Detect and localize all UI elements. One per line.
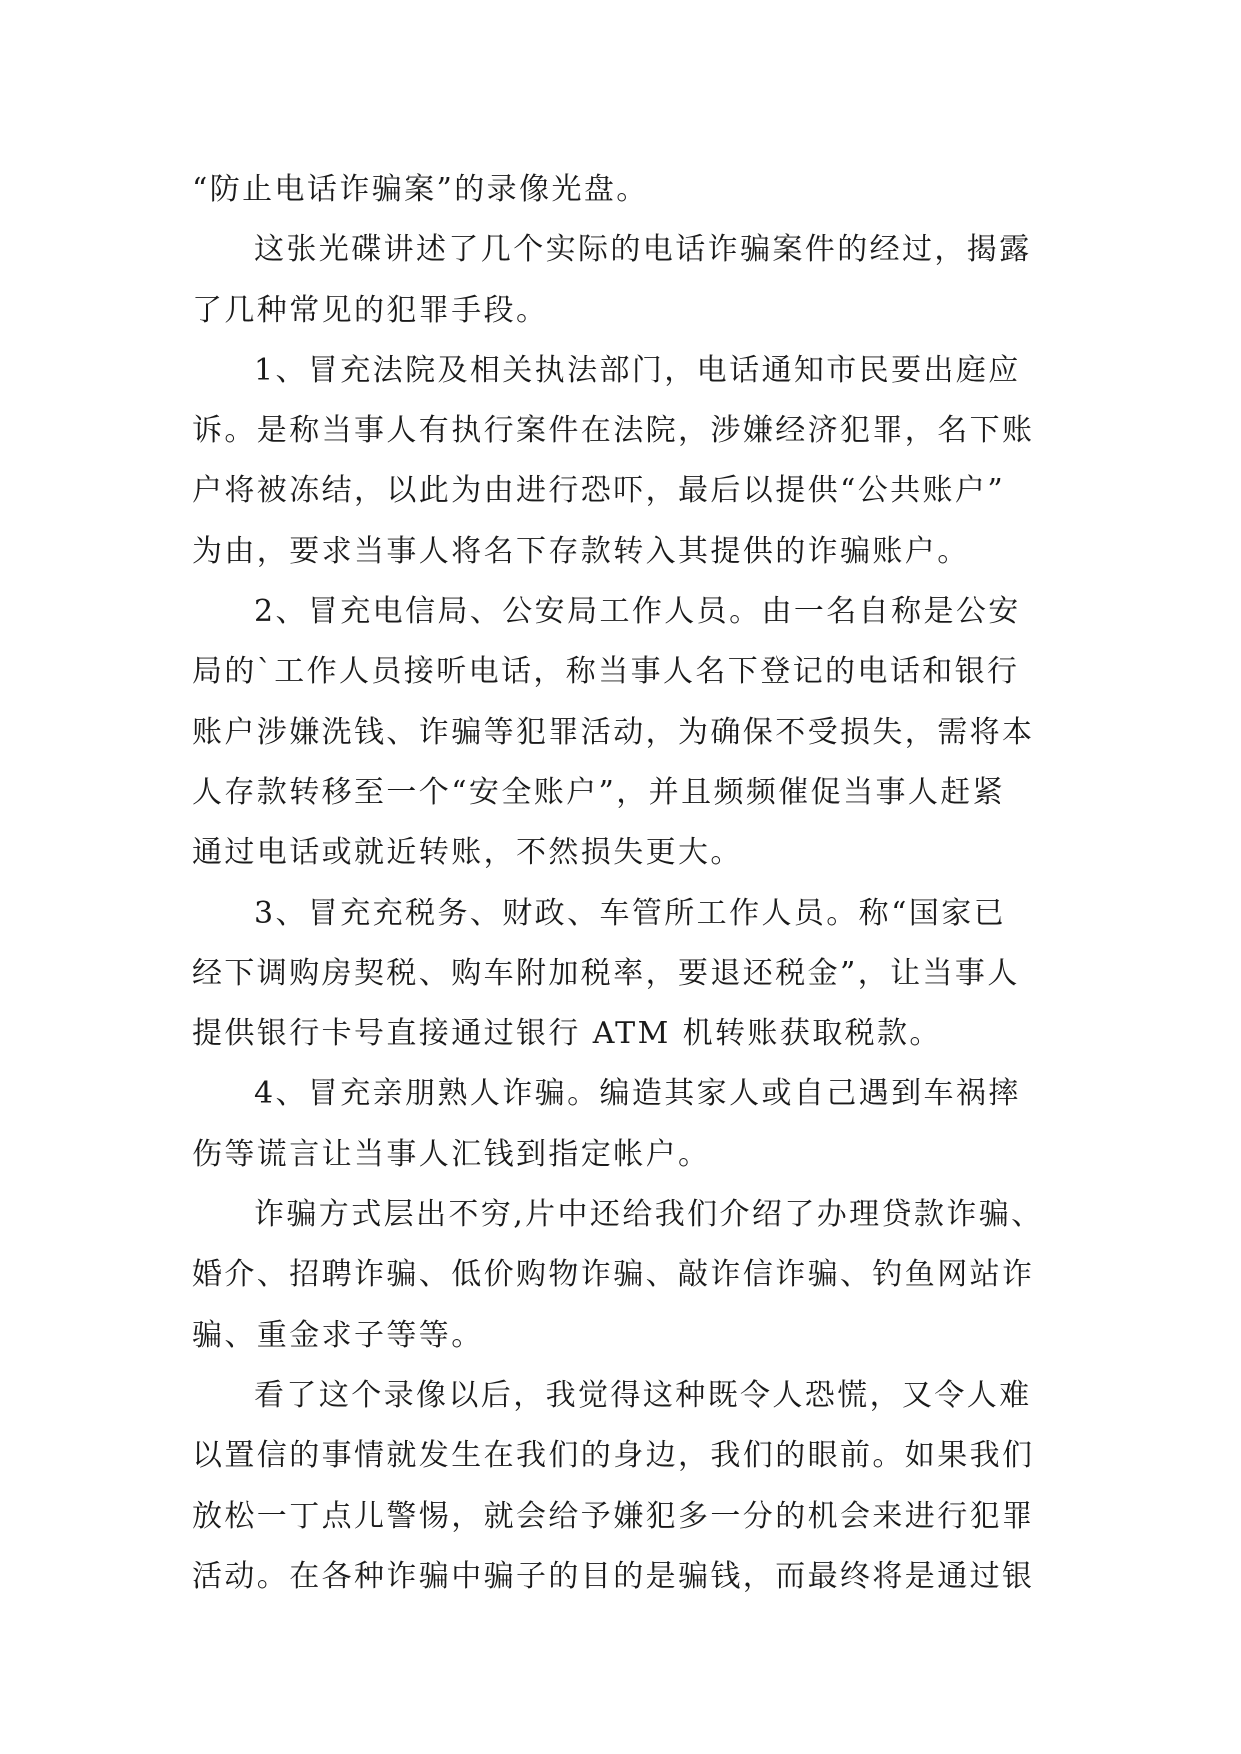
text-line: 经下调购房契税、购车附加税率，要退还税金”，让当事人 [192,955,1020,991]
text-line: “防止电话诈骗案”的录像光盘。 [192,172,649,207]
text-line: 诈骗方式层出不穷,片中还给我们介绍了办理贷款诈骗、 [254,1197,1044,1233]
text-line: 通过电话或就近转账，不然损失更大。 [192,835,743,871]
text-line: 放松一丁点儿警惕，就会给予嫌犯多一分的机会来进行犯罪 [192,1498,1035,1534]
text-line: 4、冒充亲朋熟人诈骗。编造其家人或自己遇到车祸摔 [254,1076,1021,1112]
text-line: 了几种常见的犯罪手段。 [192,292,549,328]
text-line: 活动。在各种诈骗中骗子的目的是骗钱，而最终将是通过银 [192,1558,1035,1594]
text-line: 账户涉嫌洗钱、诈骗等犯罪活动，为确保不受损失，需将本 [192,714,1035,750]
text-line: 3、冒充充税务、财政、车管所工作人员。称“国家已 [254,895,1007,931]
text-line: 人存款转移至一个“安全账户”，并且频频催促当事人赶紧 [192,774,1006,810]
text-line: 婚介、招聘诈骗、低价购物诈骗、敲诈信诈骗、钓鱼网站诈 [192,1257,1035,1293]
text-line: 以置信的事情就发生在我们的身边，我们的眼前。如果我们 [192,1438,1035,1474]
document-body [192,160,1048,1607]
text-line: 2、冒充电信局、公安局工作人员。由一名自称是公安 [254,594,1021,630]
text-line: 户将被冻结，以此为由进行恐吓，最后以提供“公共账户” [192,473,1006,509]
text-line: 诉。是称当事人有执行案件在法院，涉嫌经济犯罪，名下账 [192,413,1035,449]
text-line: 提供银行卡号直接通过银行 ATM 机转账获取税款。 [192,1016,942,1052]
text-line: 看了这个录像以后，我觉得这种既令人恐慌，又令人难 [254,1377,1032,1413]
text-line: 为由，要求当事人将名下存款转入其提供的诈骗账户。 [192,533,970,569]
text-line: 这张光碟讲述了几个实际的电话诈骗案件的经过，揭露 [254,232,1032,268]
text-line: 骗、重金求子等等。 [192,1317,484,1353]
text-line: 1、冒充法院及相关执法部门，电话通知市民要出庭应 [254,352,1021,388]
text-line: 伤等谎言让当事人汇钱到指定帐户。 [192,1136,711,1172]
text-line: 局的`工作人员接听电话，称当事人名下登记的电话和银行 [192,654,1020,690]
